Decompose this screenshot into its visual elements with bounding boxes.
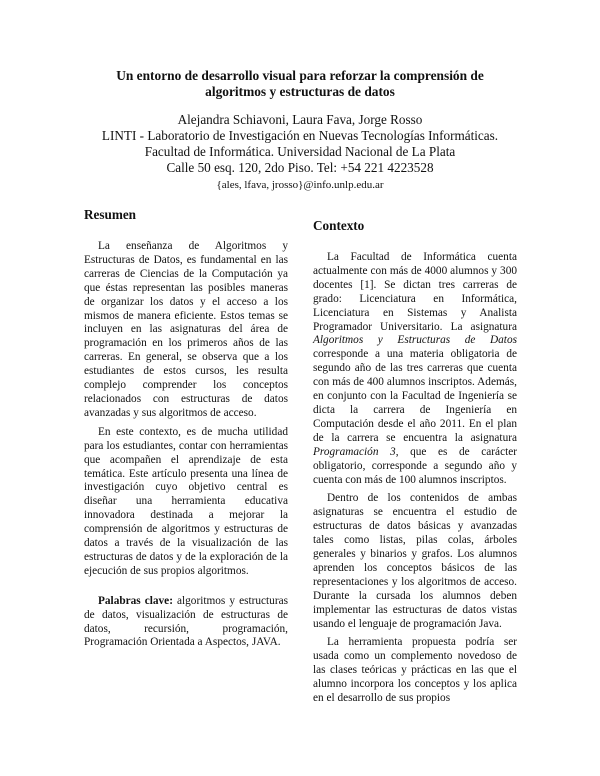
contexto-p1-text-b: corresponde a una materia obligatoria de segundo año de las tres carreras que cuenta con más de 400 alumnos inscriptos. Además, en conjunto con la Facultad de Ingeniería se dicta la carrera de Ingeniería en Computación desde el año 2011. En el plan de la carrera se encuentra la asignatura <box>313 348 517 444</box>
contexto-p1-text-a: La Facultad de Informática cuenta actualmente con más de 4000 alumnos y 300 docentes [1]. Se dictan tres carreras de grado: Licenciatura en Informática, Licenciatura en Sistemas y Analista Programador Universitario. La asignatura <box>313 251 517 333</box>
keywords-paragraph <box>84 595 288 651</box>
author-list: Alejandra Schiavoni, Laura Fava, Jorge Rosso <box>177 112 423 127</box>
resumen-paragraph-1: La enseñanza de Algoritmos y Estructuras de Datos, es fundamental en las carreras de Ciencias de la Computación ya que éstas representan las posibles maneras de organizar los datos y el acceso a los mismos de manera eficiente. Estos temas se incluyen en las asignaturas del área de programación en los primeros años de las carreras. En general, se observa que a los estudiantes de estos cursos, les resulta complejo comprender los conceptos relacionados con estructuras de datos avanzadas y sus algoritmos de acceso. <box>84 240 288 419</box>
contexto-p1-text-c: , que es de carácter obligatorio, corresponde a segundo año y cuenta con más de 100 alumnos inscriptos. <box>313 445 517 486</box>
author-emails: {ales, lfava, jrosso}@info.unlp.edu.ar <box>216 179 384 191</box>
resumen-heading: Resumen <box>84 207 137 222</box>
paper-title: Un entorno de desarrollo visual para reforzar la comprensión de algoritmos y estructuras de datos <box>116 68 484 99</box>
course-name-aed: Algoritmos y Estructuras de Datos <box>313 334 517 347</box>
resumen-paragraph-2: En este contexto, es de mucha utilidad para los estudiantes, contar con herramientas que acompañen el aprendizaje de esta temática. Este artículo presenta una línea de investigación cuyo objetivo central es diseñar una herramienta educativa innovadora destinada a mejorar la comprensión de algoritmos y estructuras de datos a través de la visualización de las estructuras de datos y de la exploración de la ejecución de sus propios algoritmos. <box>84 425 288 577</box>
keywords-text: algoritmos y estructuras de datos, visualización de estructuras de datos, recursión, programación, Programación Orientada a Aspectos, JAVA. <box>84 594 288 649</box>
contexto-heading: Contexto <box>313 218 365 233</box>
contexto-paragraph-1 <box>313 251 517 487</box>
course-name-prog3: Programación 3 <box>313 445 396 458</box>
keywords-label: Palabras clave: <box>98 594 173 607</box>
affiliation-line-1: LINTI - Laboratorio de Investigación en Nuevas Tecnologías Informáticas. <box>101 128 499 143</box>
left-column <box>84 207 288 650</box>
contexto-paragraph-2: Dentro de los contenidos de ambas asignaturas se encuentra el estudio de estructuras de datos básicas y avanzadas tales como listas, pilas colas, árboles generales y binarios y grafos. Los alumnos aprenden los conceptos básicos de las representaciones y los algoritmos de acceso. Durante la cursada los alumnos deben implementar las estructuras de datos vistas usando el lenguaje de programación Java. <box>313 492 517 630</box>
affiliation-line-2: Facultad de Informática. Universidad Nacional de La Plata <box>144 144 456 159</box>
contexto-paragraph-3: La herramienta propuesta podría ser usada como un complemento novedoso de las clases teóricas y prácticas en las que el alumno incorpora los conceptos y los aplica en el desarrollo de sus propios <box>313 636 517 705</box>
right-column <box>313 218 517 706</box>
affiliation-line-3: Calle 50 esq. 120, 2do Piso. Tel: +54 221 4223528 <box>166 160 434 175</box>
paper-header <box>0 68 600 193</box>
